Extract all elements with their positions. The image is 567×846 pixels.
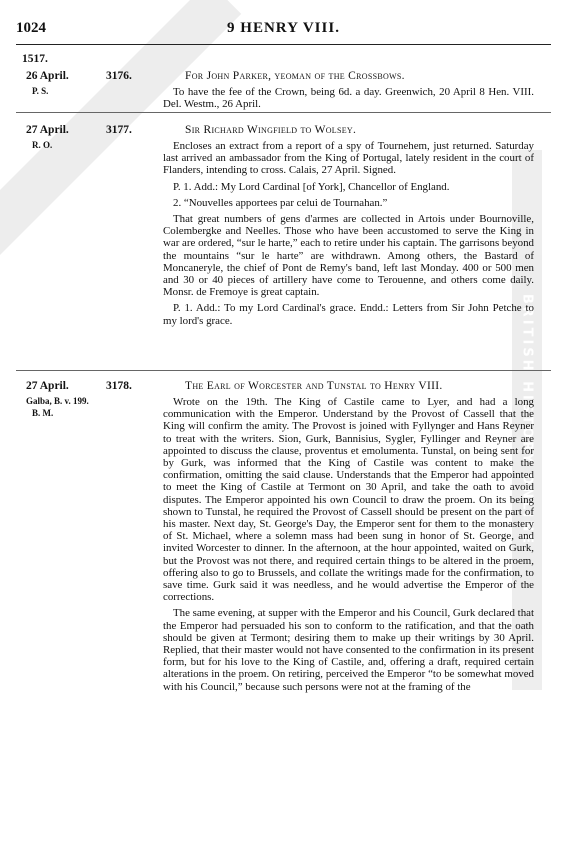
header-rule bbox=[16, 44, 551, 45]
entry-number: 3178. bbox=[106, 380, 132, 392]
paragraph: To have the fee of the Crown, being 6d. a day. Greenwich, 20 April 8 Hen. VIII. Del. Westm., 26 April. bbox=[163, 86, 534, 111]
paragraph: Wrote on the 19th. The King of Castile came to Lyer, and had a long communication with the Emperor. Understand by the Provost of Cassell that the King will confirm the amity. The Provost is joined with Fyllynger and Hans Reyner to treat with the writers. Sion, Gurk, Bannisius, Sygler, Fyllinger and Reyner are appointed to discuss the clause, proventus et emolumenta. Tunstal, on being sent for by Gurk, was informed that the King of Castile was content to make the confirmation, omitting the said clause. Understands that the Emperor had appointed to meet the King of Castile at Termont on 30 April, and take the oath to avoid disputes. The Emperor appointed his own Council to draw the proem. On its being shown to Tunstal, he required the Provost of Cassell should be present on the part of his master. Next day, St. George's Day, the Emperor sent for them to the monastery of St. Michael, where a solemn mass had been sung in honor of St. George, and invited Worcester to dinner. In the afternoon, at the hour appointed, waited on Gurk, but the Provost was not there, and required certain things to be altered in the proem, offering also to go to Brussels, and collate the writings made for the confirmation, to save time. Gurk said it was needless, and he would advertise the Emperor of the corrections. bbox=[163, 396, 534, 604]
entry-source: R. O. bbox=[32, 140, 53, 150]
entry-separator bbox=[16, 112, 551, 113]
entry-source: Galba, B. v. 199. bbox=[26, 396, 89, 406]
entry-body bbox=[163, 86, 534, 114]
page-number: 1024 bbox=[16, 20, 46, 36]
entry-number: 3177. bbox=[106, 124, 132, 136]
paragraph: Encloses an extract from a report of a spy of Tournehem, just returned. Saturday last arrived an ambassador from the King of Portugal, lately resident in the court of Flanders, intending to cross. Calais, 27 April. Signed. bbox=[163, 140, 534, 177]
paragraph: 2. “Nouvelles apportees par celui de Tournahan.” bbox=[173, 196, 388, 209]
page-header bbox=[16, 20, 551, 38]
year-heading: 1517. bbox=[22, 53, 48, 65]
entry-title: For John Parker, yeoman of the Crossbows. bbox=[185, 70, 405, 82]
entry-date: 27 April. bbox=[26, 380, 69, 392]
paragraph: P. 1. Add.: To my Lord Cardinal's grace. Endd.: Letters from Sir John Petche to my lord's grace. bbox=[163, 302, 534, 327]
entry-separator bbox=[16, 370, 551, 371]
watermark-text: BRITISH HISTORY ONLINE bbox=[519, 293, 535, 547]
entry-body bbox=[163, 396, 534, 697]
entry-date: 26 April. bbox=[26, 70, 69, 82]
entry-number: 3176. bbox=[106, 70, 132, 82]
entry-source: P. S. bbox=[32, 86, 49, 96]
entry-body bbox=[163, 140, 534, 331]
paragraph: The same evening, at supper with the Emperor and his Council, Gurk declared that the Emperor had persuaded his son to conform to the ratification, and that the oath should be given at Termont; desiring them to make up their writings by 30 April. Replied, that their master would not have consented to the confirmation in its present form, but for his love to the King of Castile, and, offering a draft, required certain alterations in the proem. On retiring, perceived the Emperor “to be somewhat moved with his Council,” because such persons were not at the framing of the bbox=[163, 607, 534, 693]
paragraph: That great numbers of gens d'armes are collected in Artois under Bournoville, Colembergke and Neelles. Those who have been accustomed to serve the King in war are ordered, “sur le harte,” each to retire under his captain. The garrisons beyond the mountains “sur le harte” are withdrawn. Among others, the Bastard of Moncaneryle, the chief of Pont de Remy's band, left last Monday. 400 or 500 men and 30 or 40 pieces of artillery have come to Terouenne, and others come daily. Monsr. de Fremoye is great captain. bbox=[163, 213, 534, 299]
entry-source-secondary: B. M. bbox=[32, 408, 54, 418]
entry-title: Sir Richard Wingfield to Wolsey. bbox=[185, 124, 357, 136]
running-title: 9 HENRY VIII. bbox=[227, 20, 340, 36]
entry-title: The Earl of Worcester and Tunstal to Henry VIII. bbox=[185, 380, 443, 392]
entry-date: 27 April. bbox=[26, 124, 69, 136]
paragraph: P. 1. Add.: My Lord Cardinal [of York], Chancellor of England. bbox=[173, 180, 450, 193]
